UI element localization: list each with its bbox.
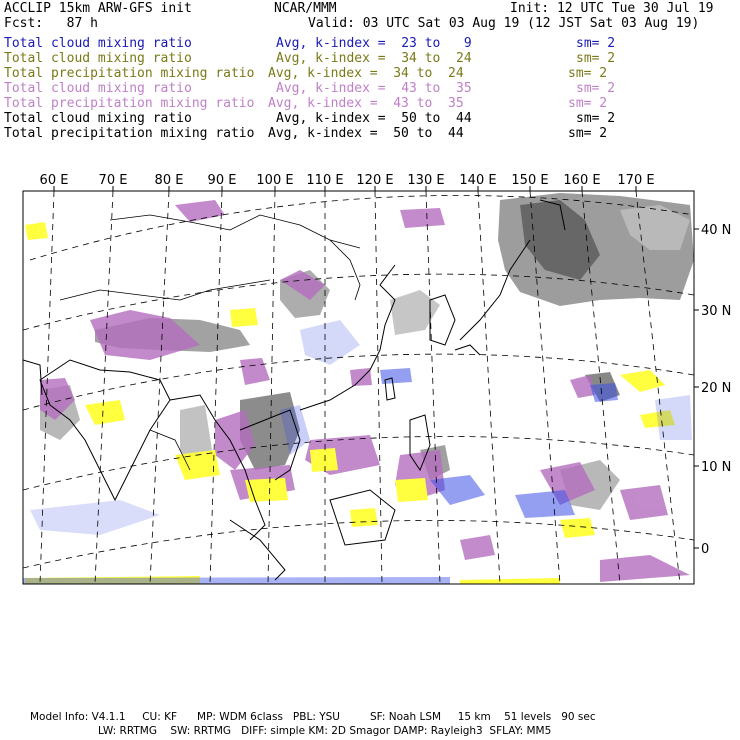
field-name: Total cloud mixing ratio bbox=[4, 111, 192, 126]
field-name: Total precipitation mixing ratio bbox=[4, 96, 255, 111]
lon-label: 130 E bbox=[407, 173, 445, 188]
field-desc: Avg, k-index = 34 to 24 bbox=[276, 51, 472, 66]
forecast-hour: Fcst: 87 h bbox=[4, 16, 98, 31]
init-time: Init: 12 UTC Tue 30 Jul 19 bbox=[510, 1, 714, 16]
field-name: Total cloud mixing ratio bbox=[4, 81, 192, 96]
organization-label: NCAR/MMM bbox=[274, 1, 337, 16]
lat-label: 30 N bbox=[701, 304, 732, 319]
field-smoothing: sm= 2 bbox=[576, 111, 616, 126]
lat-label: 10 N bbox=[701, 460, 732, 475]
lon-label: 60 E bbox=[39, 173, 69, 188]
field-smoothing: sm= 2 bbox=[576, 36, 616, 51]
lon-label: 110 E bbox=[306, 173, 344, 188]
lat-label: 0 bbox=[701, 542, 710, 557]
field-smoothing: sm= 2 bbox=[576, 81, 616, 96]
field-desc: Avg, k-index = 43 to 35 bbox=[268, 96, 464, 111]
field-name: Total cloud mixing ratio bbox=[4, 51, 192, 66]
field-desc: Avg, k-index = 23 to 9 bbox=[276, 36, 472, 51]
field-smoothing: sm= 2 bbox=[568, 126, 608, 141]
lat-label: 20 N bbox=[701, 381, 732, 396]
lon-label: 170 E bbox=[617, 173, 655, 188]
model-info-line-1: Model Info: V4.1.1 CU: KF MP: WDM 6class PBL: YSU SF: Noah LSM 15 km 51 levels 90 sec bbox=[30, 711, 596, 723]
field-name: Total cloud mixing ratio bbox=[4, 36, 192, 51]
field-smoothing: sm= 2 bbox=[568, 66, 608, 81]
model-title: ACCLIP 15km ARW-GFS init bbox=[4, 1, 192, 16]
lon-label: 70 E bbox=[98, 173, 128, 188]
lat-label: 40 N bbox=[701, 223, 732, 238]
field-smoothing: sm= 2 bbox=[568, 96, 608, 111]
field-smoothing: sm= 2 bbox=[576, 51, 616, 66]
field-desc: Avg, k-index = 43 to 35 bbox=[276, 81, 472, 96]
lon-label: 160 E bbox=[563, 173, 601, 188]
field-name: Total precipitation mixing ratio bbox=[4, 126, 255, 141]
field-desc: Avg, k-index = 50 to 44 bbox=[268, 126, 464, 141]
model-info-line-2: LW: RRTMG SW: RRTMG DIFF: simple KM: 2D Smagor DAMP: Rayleigh3 SFLAY: MM5 bbox=[98, 725, 552, 737]
lon-label: 80 E bbox=[154, 173, 184, 188]
valid-time: Valid: 03 UTC Sat 03 Aug 19 (12 JST Sat 03 Aug 19) bbox=[308, 16, 700, 31]
lon-label: 150 E bbox=[511, 173, 549, 188]
lon-label: 100 E bbox=[256, 173, 294, 188]
field-name: Total precipitation mixing ratio bbox=[4, 66, 255, 81]
lon-label: 120 E bbox=[356, 173, 394, 188]
field-desc: Avg, k-index = 50 to 44 bbox=[276, 111, 472, 126]
field-desc: Avg, k-index = 34 to 24 bbox=[268, 66, 464, 81]
lon-label: 90 E bbox=[207, 173, 237, 188]
lon-label: 140 E bbox=[459, 173, 497, 188]
